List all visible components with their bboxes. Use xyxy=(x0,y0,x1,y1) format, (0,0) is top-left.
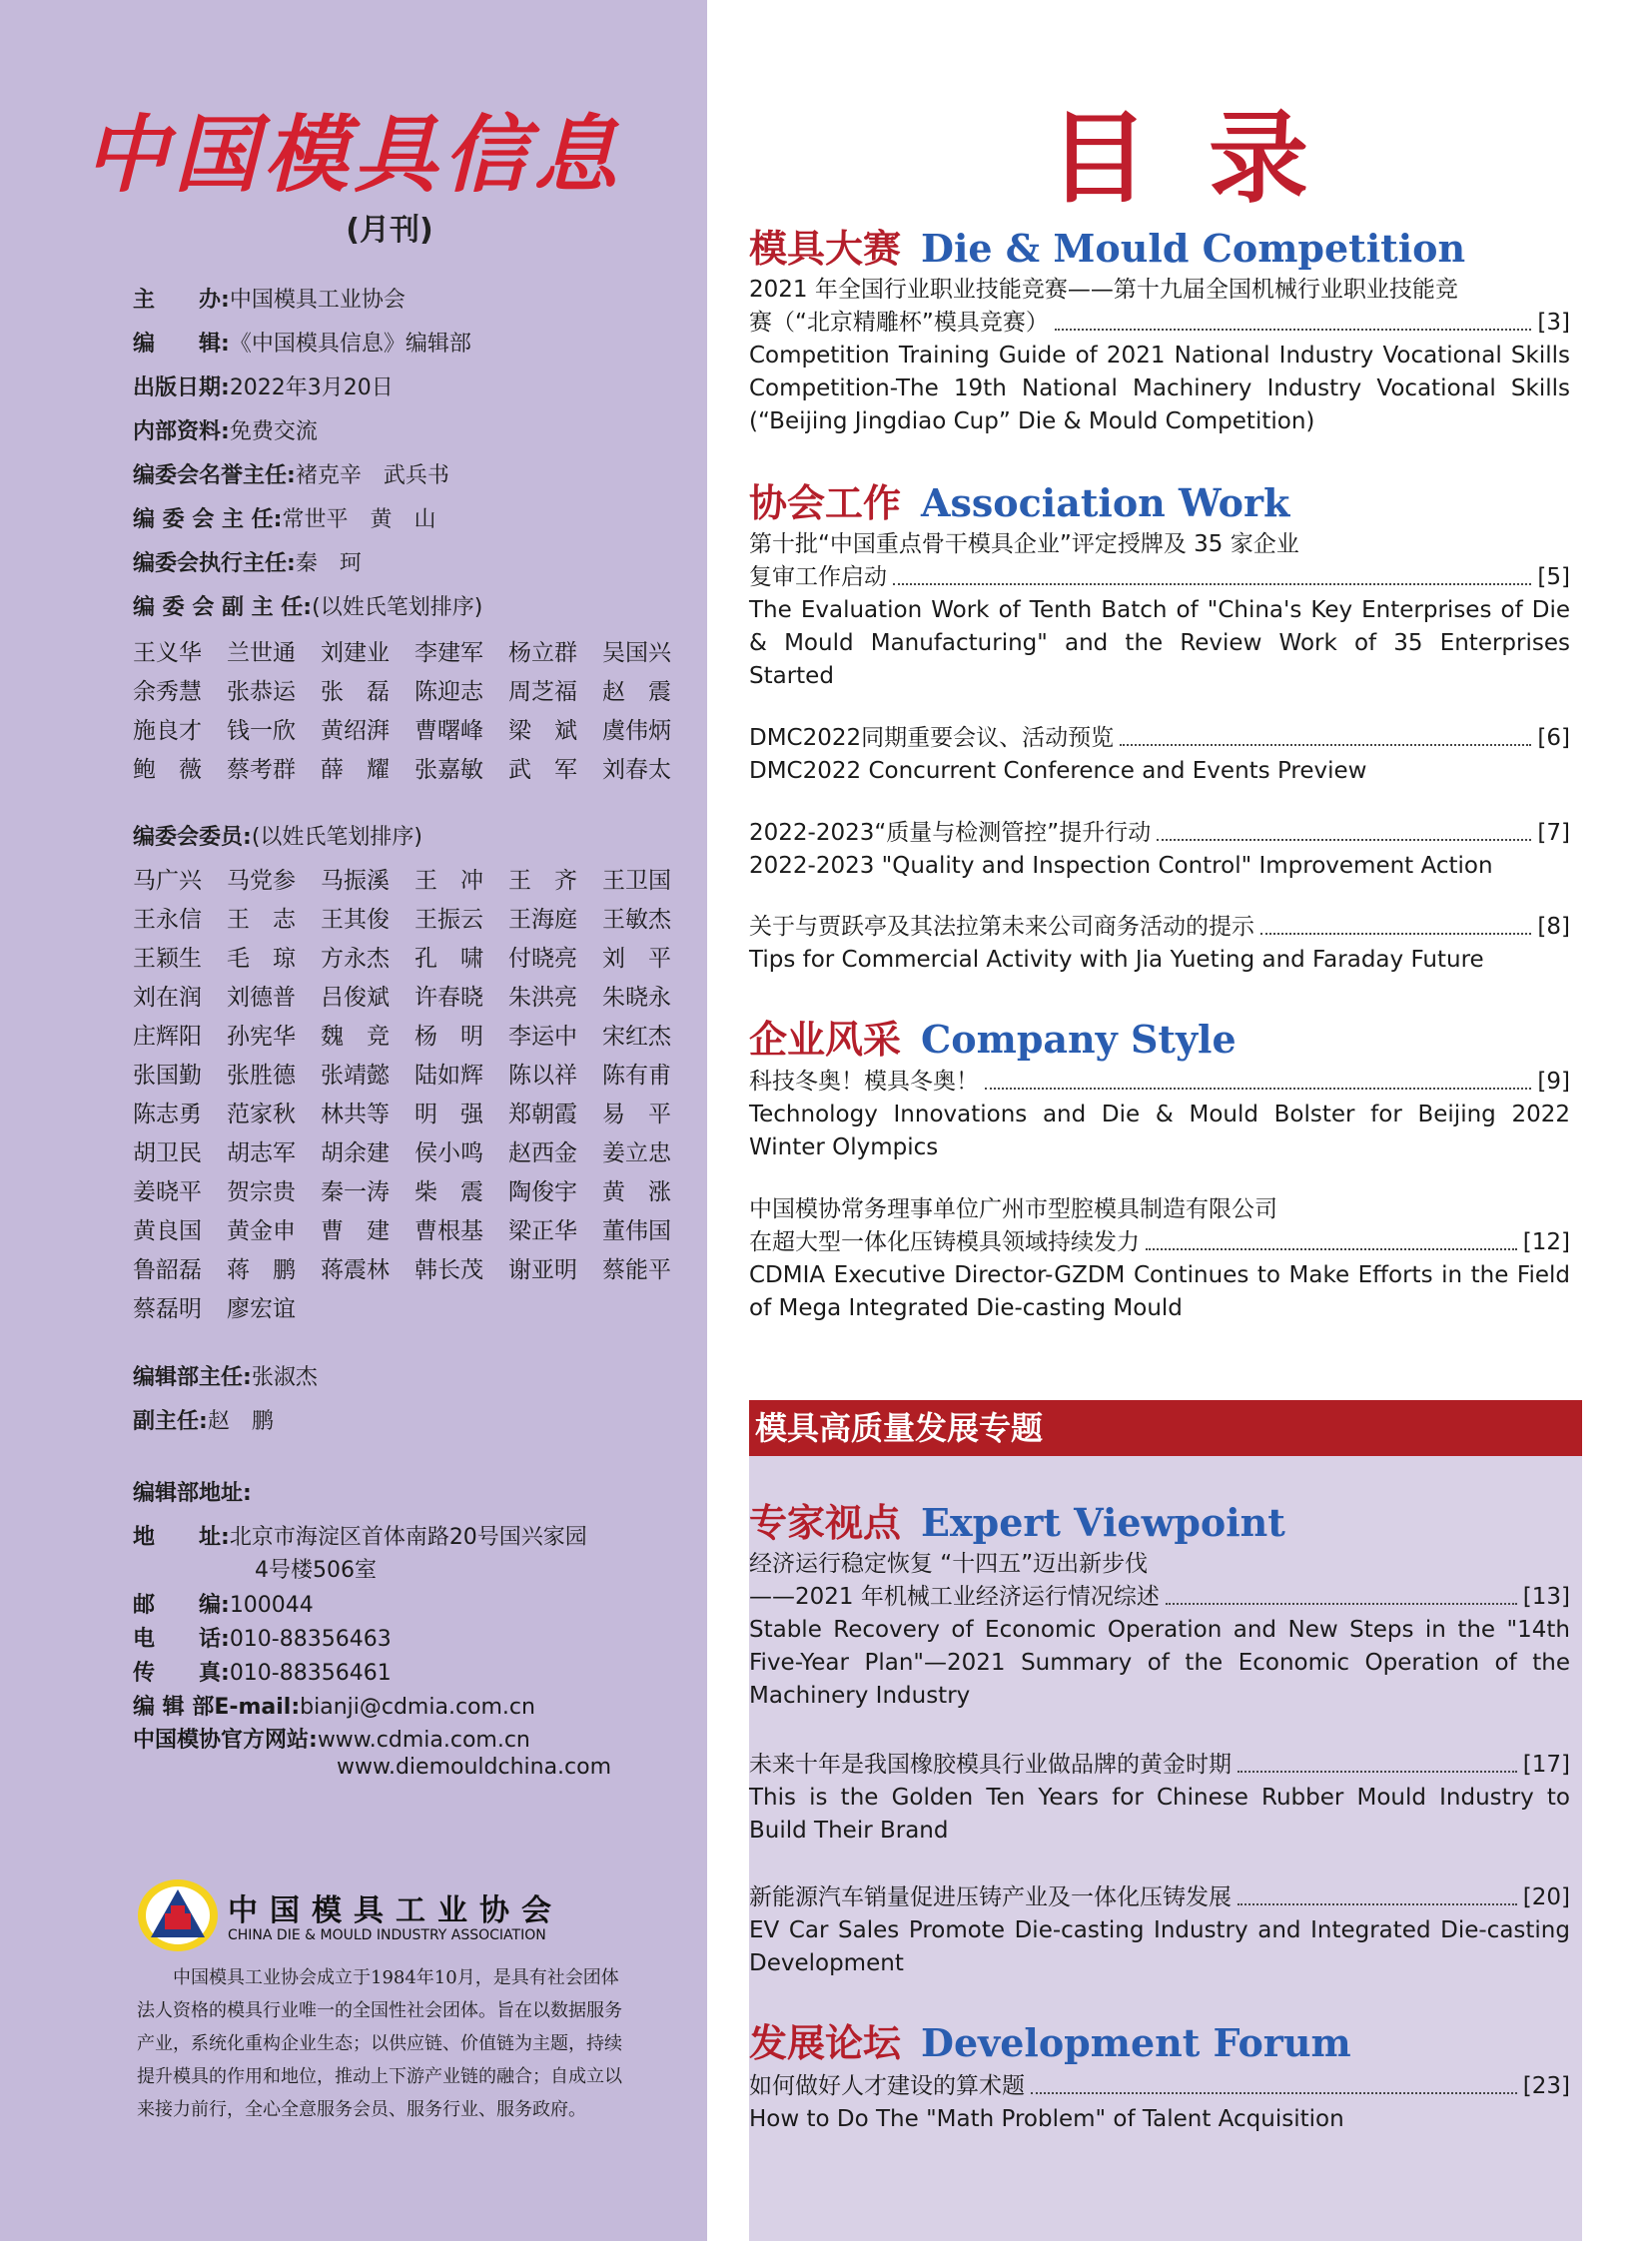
name-row xyxy=(133,1054,696,1093)
name-row xyxy=(133,1093,696,1131)
person-name: 孔 啸 xyxy=(414,946,483,972)
toc-entry[interactable]: 2022-2023“质量与检测管控”提升行动 [7] 2022-2023 "Quality and Inspection Control" Improvement Action xyxy=(749,817,1570,883)
person-name: 谢亚明 xyxy=(508,1257,577,1283)
person-name: 胡卫民 xyxy=(133,1140,202,1166)
person-name: 陈以祥 xyxy=(508,1063,577,1089)
name-row xyxy=(133,1248,696,1287)
page-number: [12] xyxy=(1522,1229,1570,1255)
page-number: [23] xyxy=(1522,2073,1570,2099)
info-line: 编委会名誉主任:褚克辛 武兵书 xyxy=(133,463,449,488)
person-name: 陆如辉 xyxy=(414,1063,483,1089)
person-name: 施良才 xyxy=(133,718,202,744)
person-name: 鲍 薇 xyxy=(133,757,202,783)
person-name: 张胜德 xyxy=(227,1063,296,1089)
person-name: 黄金申 xyxy=(227,1218,296,1244)
person-name: 刘德普 xyxy=(227,985,296,1011)
editor-head-line: 编辑部主任:张淑杰 xyxy=(133,1365,318,1390)
name-row xyxy=(133,1170,696,1209)
person-name: 陶俊宇 xyxy=(508,1179,577,1205)
website-line-2: www.diemouldchina.com xyxy=(337,1755,612,1780)
person-name: 宋红杰 xyxy=(602,1024,671,1050)
person-name: 钱一欣 xyxy=(227,718,296,744)
person-name: 蒋 鹏 xyxy=(227,1257,296,1283)
person-name: 刘 平 xyxy=(602,946,671,972)
website-line: 中国模协官方网站:www.cdmia.com.cn xyxy=(133,1728,530,1753)
person-name: 梁 斌 xyxy=(508,718,577,744)
page-number: [13] xyxy=(1522,1584,1570,1610)
page-number: [17] xyxy=(1522,1752,1570,1778)
person-name: 兰世通 xyxy=(227,640,296,666)
name-row xyxy=(133,1287,696,1326)
person-name: 秦一涛 xyxy=(321,1179,390,1205)
toc-title: 目录 xyxy=(1049,99,1368,217)
person-name: 薛 耀 xyxy=(321,757,390,783)
person-name: 杨 明 xyxy=(414,1024,483,1050)
person-name: 刘春太 xyxy=(602,757,671,783)
person-name: 孙宪华 xyxy=(227,1024,296,1050)
person-name: 贺宗贵 xyxy=(227,1179,296,1205)
name-row xyxy=(133,898,696,937)
name-row xyxy=(133,1015,696,1054)
association-name-en: CHINA DIE & MOULD INDUSTRY ASSOCIATION xyxy=(228,1927,546,1943)
person-name: 张国勤 xyxy=(133,1063,202,1089)
person-name: 张嘉敏 xyxy=(414,757,483,783)
phone-line: 电 话:010-88356463 xyxy=(133,1627,392,1652)
members-heading: 编委会委员:(以姓氏笔划排序) xyxy=(133,825,422,850)
person-name: 陈有甫 xyxy=(602,1063,671,1089)
info-line: 主 办:中国模具工业协会 xyxy=(133,288,406,313)
person-name: 付晓亮 xyxy=(508,946,577,972)
person-name: 吴国兴 xyxy=(602,640,671,666)
cdmia-emblem-icon xyxy=(135,1875,221,1955)
person-name: 蔡考群 xyxy=(227,757,296,783)
info-line: 编 辑:《中国模具信息》编辑部 xyxy=(133,332,471,357)
section-heading: 模具大赛 Die & Mould Competition xyxy=(749,226,1466,271)
person-name: 赵 震 xyxy=(602,679,671,705)
address-line-2: 4号楼506室 xyxy=(255,1558,377,1583)
info-line: 编 委 会 主 任:常世平 黄 山 xyxy=(133,507,436,532)
person-name: 王卫国 xyxy=(602,868,671,894)
person-name: 朱洪亮 xyxy=(508,985,577,1011)
person-name: 梁正华 xyxy=(508,1218,577,1244)
magazine-frequency: (月刊) xyxy=(346,213,433,248)
fax-line: 传 真:010-88356461 xyxy=(133,1661,392,1686)
person-name: 杨立群 xyxy=(508,640,577,666)
name-row xyxy=(133,670,696,709)
toc-entry[interactable]: 关于与贾跃亭及其法拉第未来公司商务活动的提示 [8] Tips for Commercial Activity with Jia Yueting and Faraday Future xyxy=(749,911,1570,977)
page-number: [3] xyxy=(1537,310,1570,336)
person-name: 曹根基 xyxy=(414,1218,483,1244)
info-line: 内部资料:免费交流 xyxy=(133,419,318,444)
person-name: 黄良国 xyxy=(133,1218,202,1244)
toc-entry[interactable]: 如何做好人才建设的算术题 [23] How to Do The "Math Problem" of Talent Acquisition xyxy=(749,2070,1570,2136)
person-name: 马广兴 xyxy=(133,868,202,894)
person-name: 庄辉阳 xyxy=(133,1024,202,1050)
person-name: 王颖生 xyxy=(133,946,202,972)
person-name: 刘建业 xyxy=(321,640,390,666)
association-description: 中国模具工业协会成立于1984年10月，是具有社会团体法人资格的模具行业唯一的全国性社会团体。旨在以数据服务产业，系统化重构企业生态；以供应链、价值链为主题，持续提升模具的作用和地位，推动上下游产业链的融合；自成立以来接力前行，全心全意服务会员、服务行业、服务政府。 xyxy=(137,1967,622,2120)
section-heading: 专家视点 Expert Viewpoint xyxy=(749,1500,1285,1545)
person-name: 侯小鸣 xyxy=(414,1140,483,1166)
person-name: 明 强 xyxy=(414,1102,483,1127)
page-number: [20] xyxy=(1522,1884,1570,1910)
person-name: 刘在润 xyxy=(133,985,202,1011)
person-name: 姜立忠 xyxy=(602,1140,671,1166)
person-name: 黄绍湃 xyxy=(321,718,390,744)
toc-entry[interactable]: DMC2022同期重要会议、活动预览 [6] DMC2022 Concurrent Conference and Events Preview xyxy=(749,722,1570,788)
toc-entry[interactable]: 未来十年是我国橡胶模具行业做品牌的黄金时期 [17] This is the Golden Ten Years for Chinese Rubber Mould Industry to Build Their Brand xyxy=(749,1749,1570,1848)
association-logo xyxy=(135,1875,654,1955)
person-name: 王海庭 xyxy=(508,907,577,933)
person-name: 李建军 xyxy=(414,640,483,666)
person-name: 毛 琼 xyxy=(227,946,296,972)
postcode-line: 邮 编:100044 xyxy=(133,1593,314,1618)
name-row xyxy=(133,1131,696,1170)
toc-entry[interactable]: 科技冬奥！模具冬奥！ [9] Technology Innovations and Die & Mould Bolster for Beijing 2022 Winter Olympics xyxy=(749,1066,1570,1164)
person-name: 王其俊 xyxy=(321,907,390,933)
section-heading: 发展论坛 Development Forum xyxy=(749,2020,1351,2065)
person-name: 胡志军 xyxy=(227,1140,296,1166)
page-number: [9] xyxy=(1537,1069,1570,1095)
person-name: 王 齐 xyxy=(508,868,577,894)
person-name: 蔡磊明 xyxy=(133,1296,202,1322)
person-name: 王敏杰 xyxy=(602,907,671,933)
info-line: 编 委 会 副 主 任:(以姓氏笔划排序) xyxy=(133,595,483,620)
person-name: 魏 竞 xyxy=(321,1024,390,1050)
section-heading: 协会工作 Association Work xyxy=(749,480,1290,525)
person-name: 易 平 xyxy=(602,1102,671,1127)
person-name: 廖宏谊 xyxy=(227,1296,296,1322)
person-name: 周芝福 xyxy=(508,679,577,705)
person-name: 林共等 xyxy=(321,1102,390,1127)
info-line: 出版日期:2022年3月20日 xyxy=(133,375,394,400)
association-name-cn: 中国模具工业协会 xyxy=(228,1893,563,1928)
name-row xyxy=(133,859,696,898)
toc-entry[interactable]: 中国模协常务理事单位广州市型腔模具制造有限公司 在超大型一体化压铸模具领域持续发力 [12] CDMIA Executive Director-GZDM Continues to Make Efforts in the Field of Mega Integrated Die-casting Mould xyxy=(749,1196,1570,1321)
person-name: 张靖懿 xyxy=(321,1063,390,1089)
page-number: [6] xyxy=(1537,725,1570,751)
person-name: 张 磊 xyxy=(321,679,390,705)
person-name: 张恭运 xyxy=(227,679,296,705)
person-name: 马振溪 xyxy=(321,868,390,894)
person-name: 王振云 xyxy=(414,907,483,933)
person-name: 余秀慧 xyxy=(133,679,202,705)
name-row xyxy=(133,631,696,670)
person-name: 吕俊斌 xyxy=(321,985,390,1011)
person-name: 虞伟炳 xyxy=(602,718,671,744)
toc-entry[interactable]: 新能源汽车销量促进压铸产业及一体化压铸发展 [20] EV Car Sales Promote Die-casting Industry and Integrated Die-casting Development xyxy=(749,1881,1570,1980)
person-name: 马党参 xyxy=(227,868,296,894)
person-name: 董伟国 xyxy=(602,1218,671,1244)
email-line: 编 辑 部E-mail:bianji@cdmia.com.cn xyxy=(133,1695,535,1720)
person-name: 黄 涨 xyxy=(602,1179,671,1205)
person-name: 陈志勇 xyxy=(133,1102,202,1127)
person-name: 王义华 xyxy=(133,640,202,666)
person-name: 范家秋 xyxy=(227,1102,296,1127)
person-name: 韩长茂 xyxy=(414,1257,483,1283)
person-name: 曹曙峰 xyxy=(414,718,483,744)
person-name: 李运中 xyxy=(508,1024,577,1050)
page-number: [5] xyxy=(1537,564,1570,590)
person-name: 柴 震 xyxy=(414,1179,483,1205)
person-name: 姜晓平 xyxy=(133,1179,202,1205)
committee-member-names xyxy=(133,859,696,1326)
name-row xyxy=(133,1209,696,1248)
vice-director-names xyxy=(133,631,696,787)
person-name: 方永杰 xyxy=(321,946,390,972)
person-name: 赵西金 xyxy=(508,1140,577,1166)
page-number: [7] xyxy=(1537,820,1570,846)
info-line: 编委会执行主任:秦 珂 xyxy=(133,551,362,576)
toc-entry[interactable]: 第十批“中国重点骨干模具企业”评定授牌及 35 家企业 复审工作启动 [5] The Evaluation Work of Tenth Batch of "China's Key Enterprises of Die & Mould Manufacturing" and the Review Work of 35 Enterprises Started xyxy=(749,531,1570,689)
person-name: 王 冲 xyxy=(414,868,483,894)
name-row xyxy=(133,748,696,787)
person-name: 陈迎志 xyxy=(414,679,483,705)
person-name: 朱晓永 xyxy=(602,985,671,1011)
person-name: 胡余建 xyxy=(321,1140,390,1166)
magazine-brand: 中国模具信息 xyxy=(83,105,623,204)
person-name: 郑朝霞 xyxy=(508,1102,577,1127)
person-name: 武 军 xyxy=(508,757,577,783)
section-heading: 企业风采 Company Style xyxy=(749,1017,1237,1062)
toc-entry[interactable]: 经济运行稳定恢复 “十四五”迈出新步伐 ——2021 年机械工业经济运行情况综述 [13] Stable Recovery of Economic Operation and New Steps in the "14th Five-Year Plan"—2021 Summary of the Economic Operation of the Machinery Industry xyxy=(749,1551,1570,1709)
person-name: 鲁韶磊 xyxy=(133,1257,202,1283)
person-name: 王永信 xyxy=(133,907,202,933)
address-line: 地 址:北京市海淀区首体南路20号国兴家园 xyxy=(133,1525,587,1550)
name-row xyxy=(133,976,696,1015)
person-name: 王 志 xyxy=(227,907,296,933)
toc-entry[interactable]: 2021 年全国行业职业技能竞赛——第十九届全国机械行业职业技能竞 赛（“北京精雕杯”模具竞赛） [3] Competition Training Guide of 2021 National Industry Vocational Skills Competition-The 19th National Machinery Industry Vocational Skills (“Beijing Jingdiao Cup” Die & Mould Competition) xyxy=(749,277,1570,434)
deputy-line: 副主任:赵 鹏 xyxy=(133,1409,274,1434)
person-name: 蔡能平 xyxy=(602,1257,671,1283)
person-name: 蒋震林 xyxy=(321,1257,390,1283)
page-number: [8] xyxy=(1537,914,1570,940)
address-heading: 编辑部地址: xyxy=(133,1481,252,1506)
name-row xyxy=(133,709,696,748)
name-row xyxy=(133,937,696,976)
person-name: 许春晓 xyxy=(414,985,483,1011)
person-name: 曹 建 xyxy=(321,1218,390,1244)
special-topic-banner: 模具高质量发展专题 xyxy=(749,1400,1582,1456)
